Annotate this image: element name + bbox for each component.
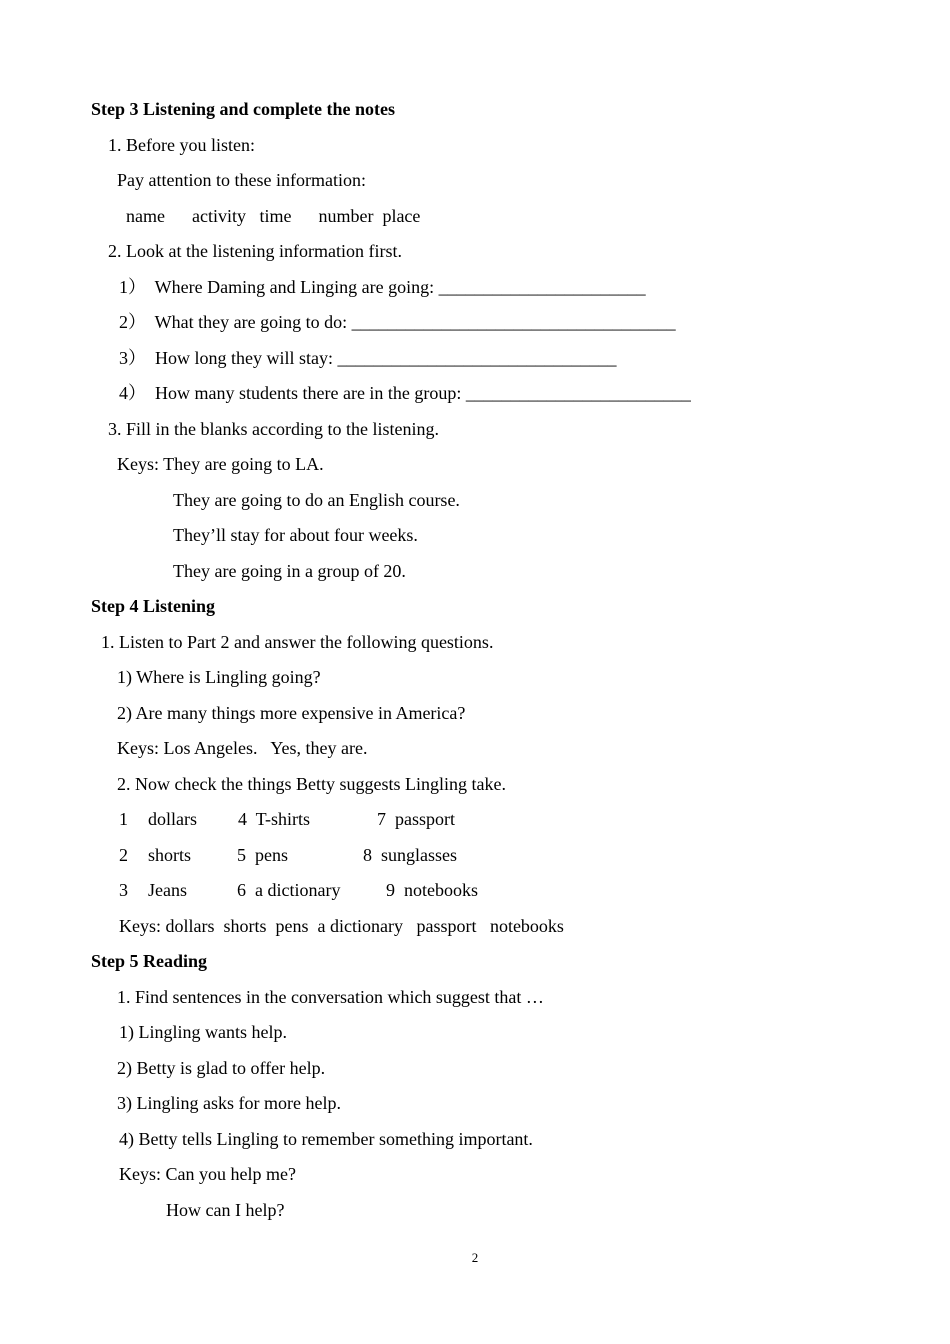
step5-key-2: How can I help? [166, 1200, 285, 1220]
item-label: dollars [148, 809, 197, 829]
step3-categories: name activity time number place [126, 206, 421, 226]
step3-key-4: They are going in a group of 20. [173, 561, 406, 581]
item-label: 4 T-shirts [238, 809, 311, 829]
step4-listen: 1. Listen to Part 2 and answer the following questions. [101, 632, 494, 652]
step5-sentence-3: 3) Lingling asks for more help. [117, 1093, 341, 1113]
item-number: 1 [119, 809, 128, 829]
step4-question-1: 1) Where is Lingling going? [117, 667, 321, 687]
step5-heading: Step 5 Reading [91, 951, 208, 971]
step4-keys-2: Keys: dollars shorts pens a dictionary passport notebooks [119, 916, 564, 936]
step3-heading: Step 3 Listening and complete the notes [91, 99, 396, 119]
step4-keys-1: Keys: Los Angeles. Yes, they are. [117, 738, 368, 758]
item-number: 2 [119, 845, 128, 865]
step5-find: 1. Find sentences in the conversation which suggest that … [117, 987, 544, 1007]
item-label: 6 a dictionary [237, 880, 341, 900]
step4-heading: Step 4 Listening [91, 596, 216, 616]
item-label: shorts [148, 845, 192, 865]
step5-sentence-4: 4) Betty tells Lingling to remember something important. [119, 1129, 533, 1149]
step3-fill: 3. Fill in the blanks according to the listening. [108, 419, 439, 439]
step3-question-3: 3） How long they will stay: _______________________________ [119, 348, 617, 368]
step4-question-2: 2) Are many things more expensive in America? [117, 703, 466, 723]
step3-question-4: 4） How many students there are in the group: _________________________ [119, 383, 691, 403]
step3-key-2: They are going to do an English course. [173, 490, 460, 510]
step4-check: 2. Now check the things Betty suggests Lingling take. [117, 774, 506, 794]
step3-key-3: They’ll stay for about four weeks. [173, 525, 418, 545]
item-label: 7 passport [377, 809, 455, 829]
step5-sentence-1: 1) Lingling wants help. [119, 1022, 287, 1042]
step3-look: 2. Look at the listening information first. [108, 241, 402, 261]
step3-pay-attention: Pay attention to these information: [117, 170, 366, 190]
page-number: 2 [471, 1250, 479, 1265]
item-label: 9 notebooks [386, 880, 478, 900]
item-label: 5 pens [237, 845, 288, 865]
step3-before: 1. Before you listen: [108, 135, 255, 155]
item-label: 8 sunglasses [363, 845, 457, 865]
step3-question-1: 1） Where Daming and Linging are going: _______________________ [119, 277, 646, 297]
step5-key-1: Keys: Can you help me? [119, 1164, 296, 1184]
step5-sentence-2: 2) Betty is glad to offer help. [117, 1058, 326, 1078]
item-number: 3 [119, 880, 128, 900]
step3-key-1: Keys: They are going to LA. [117, 454, 324, 474]
step3-question-2: 2） What they are going to do: ____________________________________ [119, 312, 676, 332]
item-label: Jeans [148, 880, 187, 900]
